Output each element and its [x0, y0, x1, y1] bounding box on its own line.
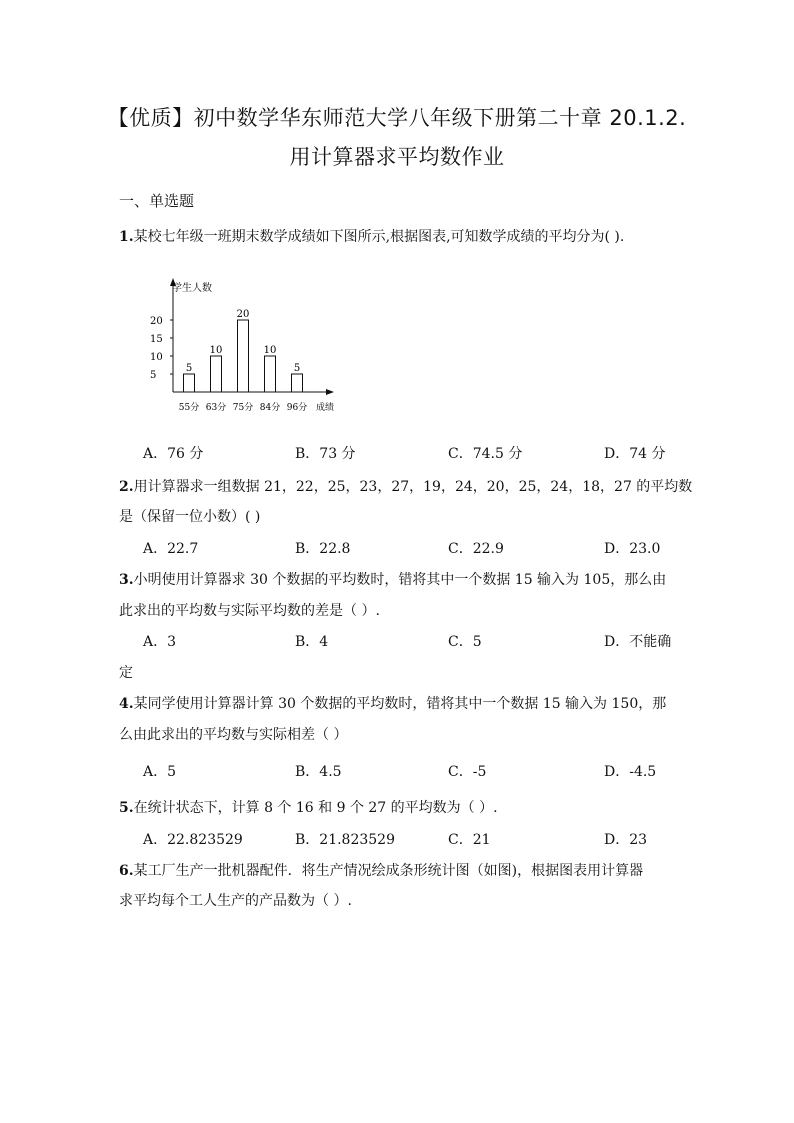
section-heading: 一、单选题 [119, 192, 195, 210]
q3-option-c[interactable]: C．5 [448, 634, 482, 650]
bar-data-label: 5 [185, 363, 193, 374]
bar [238, 320, 249, 392]
question-2-stem-line-1: 用计算器求一组数据 21，22，25，23，27，19，24，20，25，24，18，27 的平均数 [133, 479, 693, 495]
bar-data-label: 5 [293, 363, 301, 374]
q3-option-a[interactable]: A．3 [143, 634, 177, 650]
q3-option-b[interactable]: B．4 [295, 634, 329, 650]
q2-option-d[interactable]: D．23.0 [604, 541, 661, 557]
question-3-stem-line-2: 此求出的平均数与实际平均数的差是（ ）. [119, 603, 380, 619]
question-4-number: 4. [119, 696, 134, 712]
q4-option-b[interactable]: B．4.5 [295, 764, 342, 780]
bar [184, 374, 195, 392]
x-axis-label: 成绩 [316, 403, 335, 413]
y-tick-label: 20 [150, 316, 163, 327]
bar-data-label: 10 [263, 345, 277, 356]
question-2 [119, 480, 692, 494]
question-1 [119, 230, 624, 244]
page-title-line-2: 用计算器求平均数作业 [289, 145, 505, 169]
x-tick-label: 55分 [178, 403, 200, 413]
q5-option-d[interactable]: D．23 [604, 832, 648, 848]
score-bar-chart [140, 272, 350, 420]
x-axis-arrow [326, 389, 334, 395]
question-4-stem-line-1: 某同学使用计算器计算 30 个数据的平均数时，错将其中一个数据 15 输入为 150，那 [133, 696, 667, 712]
bar [265, 356, 276, 392]
bar-data-label: 10 [209, 345, 223, 356]
bar [292, 374, 303, 392]
page-title-line-1: 【优质】初中数学华东师范大学八年级下册第二十章 20.1.2. [107, 106, 687, 130]
question-6 [119, 864, 643, 878]
q5-option-c[interactable]: C．21 [448, 832, 491, 848]
question-6-number: 6. [119, 863, 134, 879]
question-3 [119, 573, 666, 587]
q1-option-d[interactable]: D．74 分 [604, 446, 666, 462]
question-3-number: 3. [119, 572, 134, 588]
q4-option-d[interactable]: D．-4.5 [604, 764, 657, 780]
q2-option-b[interactable]: B．22.8 [295, 541, 351, 557]
q1-option-a[interactable]: A．76 分 [143, 446, 204, 462]
question-5 [119, 801, 498, 815]
q5-option-a[interactable]: A．22.823529 [143, 832, 243, 848]
q3-option-d[interactable]: D．不能确 [604, 634, 672, 650]
q2-option-a[interactable]: A．22.7 [143, 541, 199, 557]
y-axis-label: 学生人数 [172, 283, 212, 294]
bar [211, 356, 222, 392]
q3-option-d-wrap: 定 [119, 665, 133, 681]
x-tick-label: 96分 [286, 403, 308, 413]
question-4-stem-line-2: 么由此求出的平均数与实际相差（ ） [119, 727, 348, 743]
question-1-number: 1. [119, 229, 134, 245]
q5-option-b[interactable]: B．21.823529 [295, 832, 395, 848]
q1-option-c[interactable]: C．74.5 分 [448, 446, 523, 462]
question-3-stem-line-1: 小明使用计算器求 30 个数据的平均数时，错将其中一个数据 15 输入为 105，那么由 [133, 572, 667, 588]
question-6-stem-line-1: 某工厂生产一批机器配件．将生产情况绘成条形统计图（如图)，根据图表用计算器 [133, 863, 644, 879]
y-tick-label: 10 [150, 352, 163, 363]
x-tick-label: 75分 [232, 403, 254, 413]
bar-data-label: 20 [236, 309, 250, 320]
question-2-number: 2. [119, 479, 134, 495]
y-tick-label: 5 [150, 370, 157, 381]
question-6-stem-line-2: 求平均每个工人生产的产品数为（ ）. [119, 893, 352, 909]
q1-option-b[interactable]: B．73 分 [295, 446, 356, 462]
x-tick-label: 84分 [259, 403, 281, 413]
question-4 [119, 697, 666, 711]
x-tick-label: 63分 [205, 403, 227, 413]
question-5-number: 5. [119, 800, 134, 816]
question-1-stem: 某校七年级一班期末数学成绩如下图所示,根据图表,可知数学成绩的平均分为( ). [133, 229, 625, 245]
q2-option-c[interactable]: C．22.9 [448, 541, 504, 557]
question-2-stem-line-2: 是（保留一位小数）( ) [119, 509, 261, 525]
q4-option-c[interactable]: C．-5 [448, 764, 487, 780]
y-tick-label: 15 [150, 334, 163, 345]
question-5-stem: 在统计状态下，计算 8 个 16 和 9 个 27 的平均数为（ ）. [133, 800, 498, 816]
q4-option-a[interactable]: A．5 [143, 764, 177, 780]
